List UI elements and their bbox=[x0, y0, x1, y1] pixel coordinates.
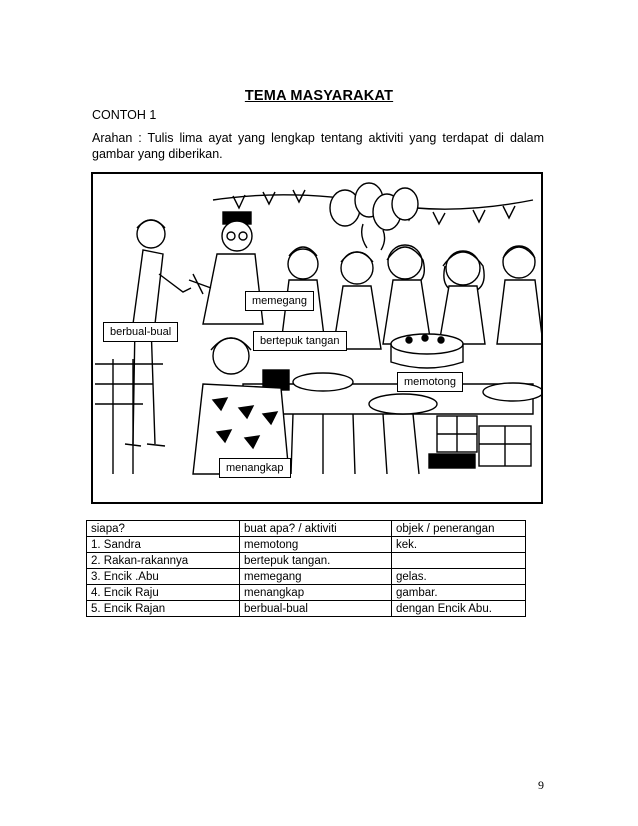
cell-activity: menangkap bbox=[240, 585, 392, 601]
header-who: siapa? bbox=[87, 521, 240, 537]
cell-activity: memegang bbox=[240, 569, 392, 585]
plate bbox=[369, 394, 437, 414]
cell-activity: bertepuk tangan. bbox=[240, 553, 392, 569]
child-head bbox=[503, 246, 535, 278]
plate bbox=[293, 373, 353, 391]
cell-object: dengan Encik Abu. bbox=[392, 601, 526, 617]
instruction-text: Arahan : Tulis lima ayat yang lengkap tentang aktiviti yang terdapat di dalam gambar yang diberikan. bbox=[92, 131, 544, 161]
table-row bbox=[87, 537, 526, 553]
table-row bbox=[87, 585, 526, 601]
cell-who: 2. Rakan-rakannya bbox=[87, 553, 240, 569]
cell-object: gelas. bbox=[392, 569, 526, 585]
gift-box bbox=[429, 454, 475, 468]
child-head bbox=[288, 249, 318, 279]
label-cutting: memotong bbox=[397, 372, 463, 392]
cell-who: 1. Sandra bbox=[87, 537, 240, 553]
example-label: CONTOH 1 bbox=[92, 108, 157, 122]
header-activity: buat apa? / aktiviti bbox=[240, 521, 392, 537]
balloon bbox=[392, 188, 418, 220]
table-row bbox=[87, 601, 526, 617]
party-illustration bbox=[91, 172, 543, 504]
cell-who: 3. Encik .Abu bbox=[87, 569, 240, 585]
cell-activity: berbual-bual bbox=[240, 601, 392, 617]
cell-activity: memotong bbox=[240, 537, 392, 553]
cell-object bbox=[392, 553, 526, 569]
cell-object: kek. bbox=[392, 537, 526, 553]
table-row bbox=[87, 553, 526, 569]
cell-object: gambar. bbox=[392, 585, 526, 601]
cell-who: 4. Encik Raju bbox=[87, 585, 240, 601]
label-capturing: menangkap bbox=[219, 458, 291, 478]
cell-who: 5. Encik Rajan bbox=[87, 601, 240, 617]
header-object: objek / penerangan bbox=[392, 521, 526, 537]
child-head bbox=[388, 245, 422, 279]
page-number: 9 bbox=[538, 778, 544, 792]
table-row bbox=[87, 569, 526, 585]
label-holding: memegang bbox=[245, 291, 314, 311]
plate bbox=[483, 383, 543, 401]
page-title: TEMA MASYARAKAT bbox=[244, 88, 394, 104]
activity-table bbox=[86, 520, 526, 617]
table-header-row bbox=[87, 521, 526, 537]
label-chatting: berbual-bual bbox=[103, 322, 178, 342]
label-clapping: bertepuk tangan bbox=[253, 331, 347, 351]
